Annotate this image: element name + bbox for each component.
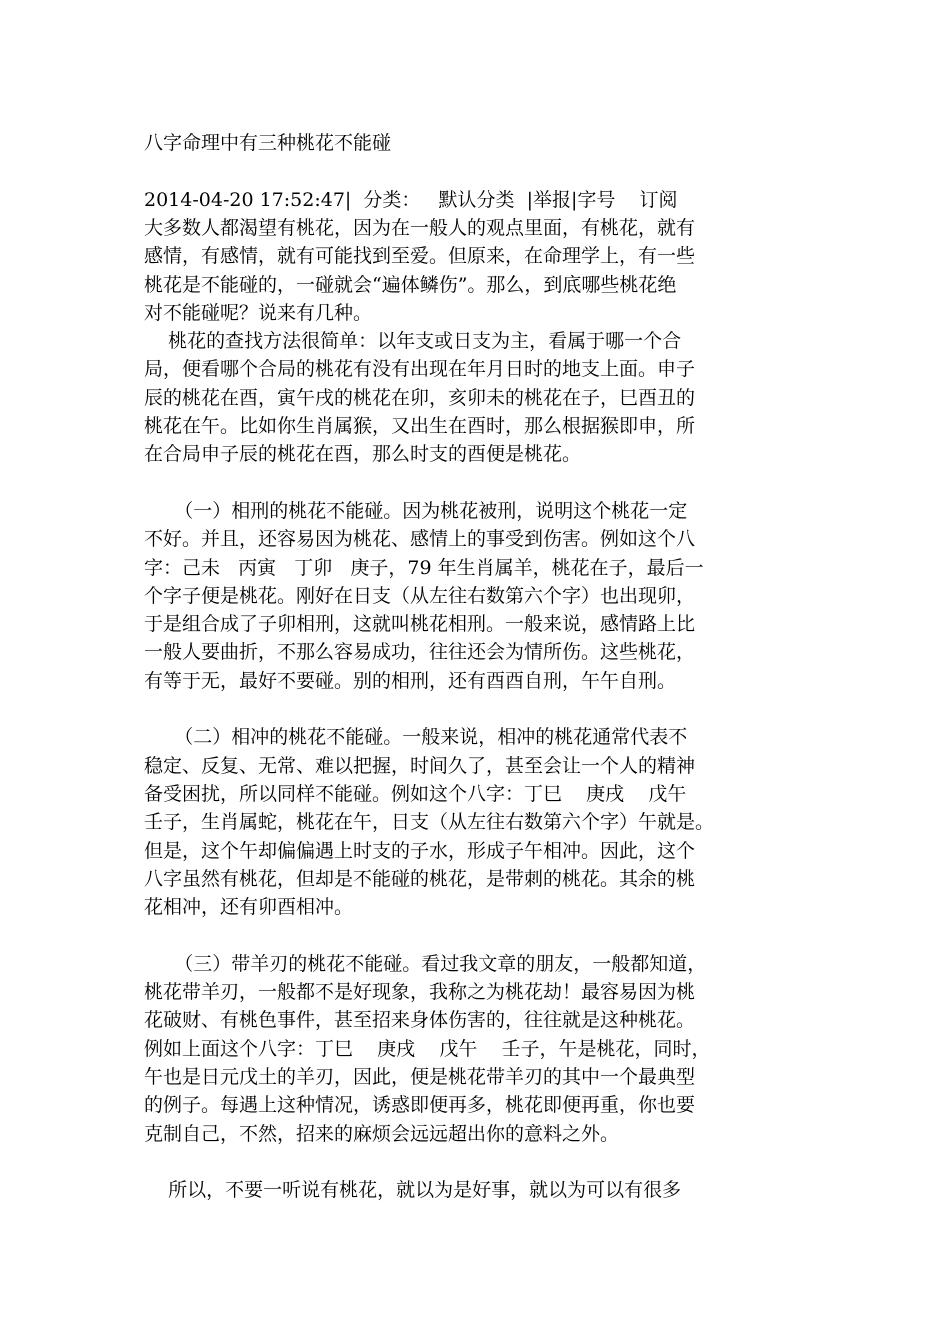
article-body	[144, 214, 816, 1204]
text-line: 在合局申子辰的桃花在酉，那么时支的酉便是桃花。	[144, 443, 582, 466]
text-line: 有等于无，最好不要碰。别的相刑，还有酉酉自刑，午午自刑。	[144, 669, 677, 692]
text-line: 辰的桃花在酉，寅午戌的桃花在卯，亥卯未的桃花在子，巳酉丑的	[144, 386, 696, 409]
text-line: （二）相冲的桃花不能碰。一般来说，相冲的桃花通常代表不	[144, 726, 688, 749]
text-line: 桃花带羊刃，一般都不是好现象，我称之为桃花劫！最容易因为桃	[144, 981, 696, 1004]
paragraph	[144, 327, 816, 468]
paragraph-spacer	[144, 469, 816, 497]
text-line: 对不能碰呢？说来有几种。	[144, 301, 373, 324]
paragraph	[144, 950, 816, 1148]
text-line: 壬子，生肖属蛇，桃花在午，日支（从左往右数第六个字）午就是。	[144, 811, 715, 834]
paragraph-spacer	[144, 921, 816, 949]
text-line: 午也是日元戊土的羊刃，因此，便是桃花带羊刃的其中一个最典型	[144, 1065, 696, 1088]
text-line: 的例子。每遇上这种情况，诱惑即便再多，桃花即便再重，你也要	[144, 1094, 696, 1117]
text-line: 不好。并且，还容易因为桃花、感情上的事受到伤害。例如这个八	[144, 528, 696, 551]
post-meta-line: 2014-04-20 17:52:47| 分类： 默认分类 |举报|字号 订阅	[144, 189, 678, 211]
text-line: 感情，有感情，就有可能找到至爱。但原来，在命理学上，有一些	[144, 245, 696, 268]
text-line: 于是组合成了子卯相刑，这就叫桃花相刑。一般来说，感情路上比	[144, 613, 696, 636]
paragraph-spacer	[144, 695, 816, 723]
text-line: 桃花在午。比如你生肖属猴，又出生在酉时，那么根据猴即申，所	[144, 415, 696, 438]
text-line: 一般人要曲折，不那么容易成功，往往还会为情所伤。这些桃花，	[144, 641, 696, 664]
text-line: 但是，这个午却偏偏遇上时支的子水，形成子午相冲。因此，这个	[144, 839, 696, 862]
text-line: 桃花是不能碰的，一碰就会“遍体鳞伤”。那么，到底哪些桃花绝	[144, 273, 677, 296]
text-line: 花相冲，还有卯酉相冲。	[144, 896, 354, 919]
text-line: 稳定、反复、无常、难以把握，时间久了，甚至会让一个人的精神	[144, 754, 696, 777]
text-line: 局，便看哪个合局的桃花有没有出现在年月日时的地支上面。申子	[144, 358, 696, 381]
paragraph	[144, 1176, 816, 1204]
text-line: （三）带羊刃的桃花不能碰。看过我文章的朋友，一般都知道，	[144, 952, 707, 975]
text-line: （一）相刑的桃花不能碰。因为桃花被刑，说明这个桃花一定	[144, 499, 688, 522]
paragraph	[144, 497, 816, 695]
text-line: 桃花的查找方法很简单：以年支或日支为主，看属于哪一个合	[144, 330, 682, 353]
paragraph	[144, 723, 816, 921]
text-line: 花破财、有桃色事件，甚至招来身体伤害的，往往就是这种桃花。	[144, 1009, 696, 1032]
text-line: 字：己未 丙寅 丁卯 庚子，79 年生肖属羊，桃花在子，最后一	[144, 556, 704, 579]
text-line: 例如上面这个八字：丁巳 庚戌 戊午 壬子，午是桃花，同时，	[144, 1037, 711, 1060]
document-title: 八字命理中有三种桃花不能碰	[144, 132, 392, 154]
text-line: 克制自己，不然，招来的麻烦会远远超出你的意料之外。	[144, 1122, 620, 1145]
text-line: 备受困扰，所以同样不能碰。例如这个八字：丁巳 庚戌 戊午	[144, 782, 687, 805]
text-line: 大多数人都渴望有桃花，因为在一般人的观点里面，有桃花，就有	[144, 217, 696, 239]
text-line: 所以，不要一听说有桃花，就以为是好事，就以为可以有很多	[144, 1179, 682, 1202]
paragraph	[144, 214, 816, 327]
text-line: 八字虽然有桃花，但却是不能碰的桃花，是带刺的桃花。其余的桃	[144, 867, 696, 890]
paragraph-spacer	[144, 1148, 816, 1176]
text-line: 个字子便是桃花。刚好在日支（从左往右数第六个字）也出现卯，	[144, 584, 696, 607]
